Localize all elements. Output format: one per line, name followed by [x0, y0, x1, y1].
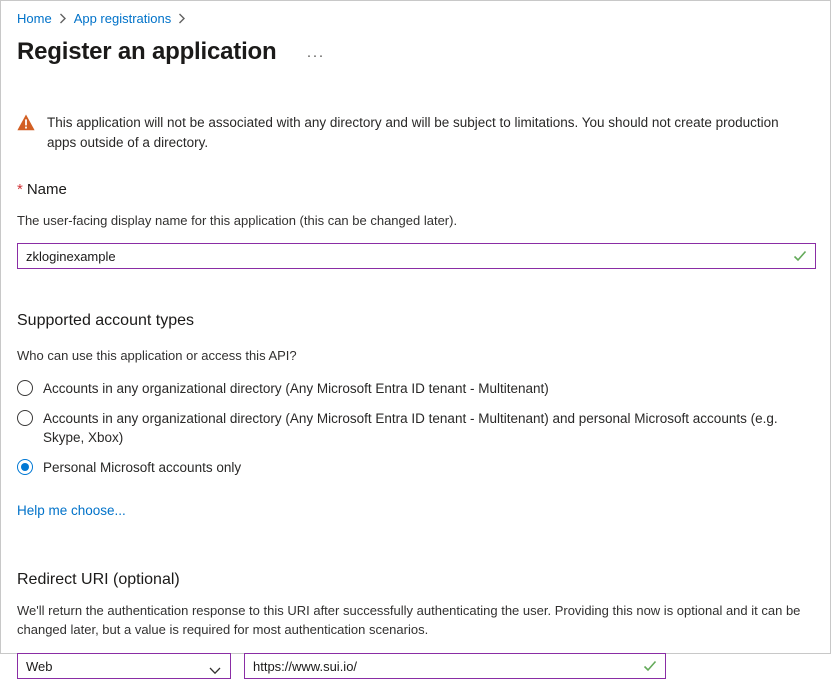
- name-field-description: The user-facing display name for this application (this can be changed later).: [17, 213, 458, 228]
- radio-option-label: Personal Microsoft accounts only: [43, 460, 242, 475]
- radio-option-label: Accounts in any organizational directory (Any Microsoft Entra ID tenant - Multitenant) and personal Microsoft accounts (e.g. Skype, Xbox): [43, 411, 778, 445]
- required-asterisk: *: [17, 181, 23, 198]
- radio-button-icon[interactable]: [17, 410, 33, 426]
- checkmark-icon: [643, 659, 657, 677]
- name-input[interactable]: [17, 243, 816, 269]
- uri-input-wrap: [244, 653, 666, 679]
- radio-button-icon[interactable]: [17, 459, 33, 475]
- radio-option-personal-only[interactable]: [17, 458, 814, 477]
- account-type-radio-group: [17, 379, 814, 477]
- radio-option-org-directory-and-personal[interactable]: [17, 409, 814, 447]
- help-me-choose-link[interactable]: Help me choose...: [17, 503, 126, 518]
- page-title: Register an application: [17, 38, 277, 65]
- account-types-question: Who can use this application or access this API?: [17, 348, 297, 363]
- breadcrumb-link-home[interactable]: Home: [17, 10, 52, 26]
- warning-text: This application will not be associated with any directory and will be subject to limitations. You should not create production apps outside of a directory.: [47, 115, 779, 150]
- name-input-wrap: [17, 243, 816, 269]
- title-row: [17, 37, 814, 67]
- supported-account-types-heading: Supported account types: [17, 312, 195, 329]
- breadcrumb: [17, 9, 814, 27]
- checkmark-icon: [793, 249, 807, 267]
- radio-option-label: Accounts in any organizational directory (Any Microsoft Entra ID tenant - Multitenant): [43, 381, 549, 396]
- redirect-uri-description: We'll return the authentication response to this URI after successfully authenticating the user. Providing this now is optional and it can be changed later, but a value is required for most authentication scenarios.: [17, 603, 801, 637]
- radio-option-org-directory[interactable]: [17, 379, 814, 398]
- name-label-text: Name: [26, 181, 67, 198]
- radio-button-icon[interactable]: [17, 380, 33, 396]
- more-options-ellipsis-icon[interactable]: ···: [306, 46, 325, 64]
- platform-select-value: Web: [26, 658, 53, 674]
- redirect-uri-row: [17, 653, 814, 679]
- chevron-right-icon: [178, 13, 186, 24]
- chevron-right-icon: [59, 13, 67, 24]
- chevron-down-icon: [209, 663, 221, 678]
- redirect-uri-input[interactable]: [244, 653, 666, 679]
- warning-banner: [17, 113, 814, 153]
- warning-triangle-icon: [17, 114, 35, 153]
- name-field-label: [17, 181, 814, 198]
- platform-select[interactable]: [17, 653, 231, 679]
- breadcrumb-link-app-registrations[interactable]: App registrations: [73, 10, 172, 26]
- redirect-uri-heading: Redirect URI (optional): [17, 571, 180, 588]
